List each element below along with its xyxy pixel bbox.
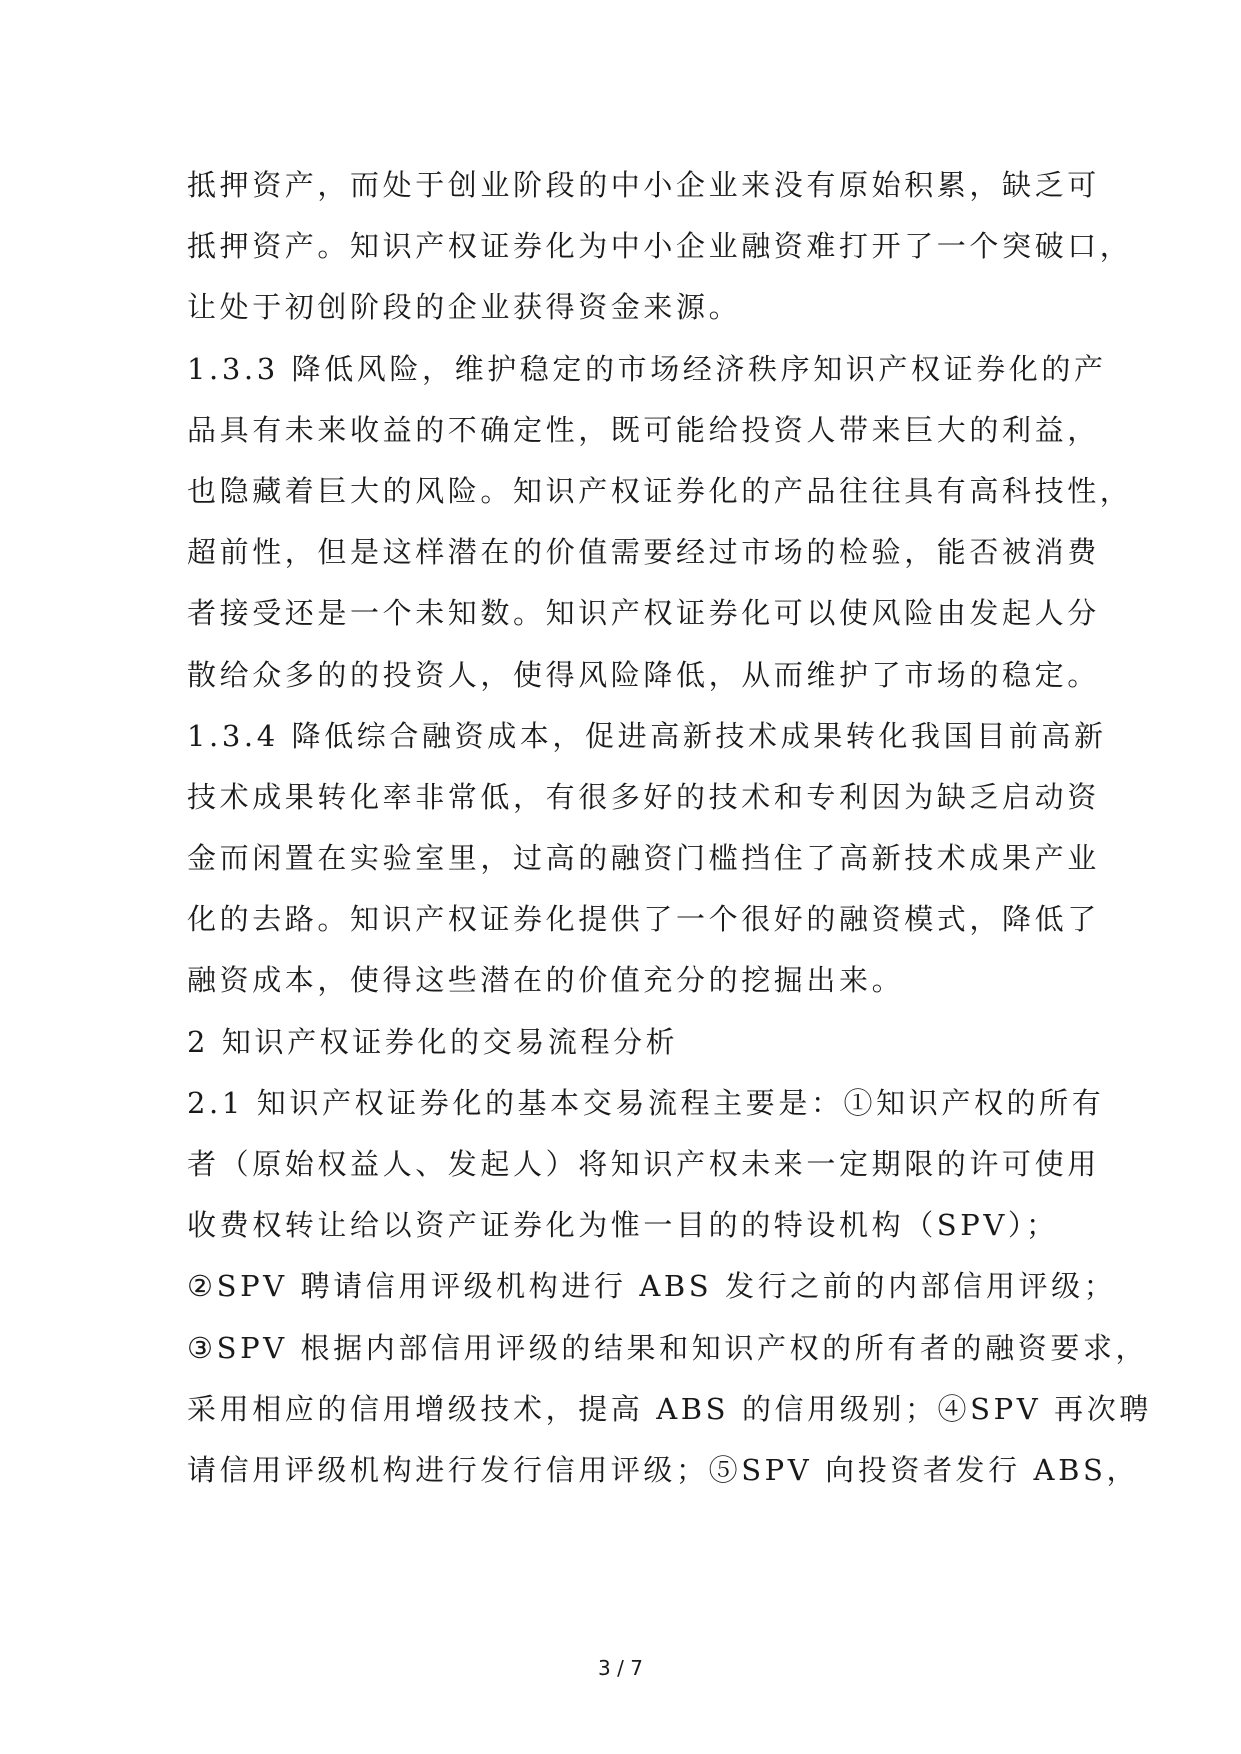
text-line-19: ②SPV 聘请信用评级机构进行 ABS 发行之前的内部信用评级；: [187, 1269, 1117, 1304]
section-heading-2: 2 知识产权证券化的交易流程分析: [187, 1024, 679, 1059]
text-line-18: 收费权转让给以资产证券化为惟一目的的特设机构（SPV）；: [187, 1208, 1059, 1243]
text-line-6: 也隐藏着巨大的风险。知识产权证券化的产品往往具有高科技性，: [187, 473, 1133, 508]
text-line-12: 金而闲置在实验室里，过高的融资门槛挡住了高新技术成果产业: [187, 841, 1100, 876]
text-line-20: ③SPV 根据内部信用评级的结果和知识产权的所有者的融资要求，: [187, 1330, 1149, 1365]
section-heading-2-1: 2.1 知识产权证券化的基本交易流程主要是：①知识产权的所有: [187, 1085, 1105, 1120]
section-heading-1-3-3: 1.3.3 降低风险，维护稳定的市场经济秩序知识产权证券化的产: [187, 351, 1107, 386]
text-line-3: 让处于初创阶段的企业获得资金来源。: [187, 290, 742, 325]
text-line-21: 采用相应的信用增级技术，提高 ABS 的信用级别；④SPV 再次聘: [187, 1391, 1152, 1426]
section-heading-1-3-4: 1.3.4 降低综合融资成本，促进高新技术成果转化我国目前高新: [187, 718, 1107, 753]
page-number: 3 / 7: [598, 1656, 643, 1680]
text-line-2: 抵押资产。知识产权证券化为中小企业融资难打开了一个突破口，: [187, 229, 1133, 264]
text-line-11: 技术成果转化率非常低，有很多好的技术和专利因为缺乏启动资: [187, 779, 1100, 814]
text-line-5: 品具有未来收益的不确定性，既可能给投资人带来巨大的利益，: [187, 412, 1100, 447]
body-text: [187, 155, 1152, 1501]
text-line-9: 散给众多的的投资人，使得风险降低，从而维护了市场的稳定。: [187, 657, 1100, 692]
text-line-14: 融资成本，使得这些潜在的价值充分的挖掘出来。: [187, 963, 905, 998]
text-line-13: 化的去路。知识产权证券化提供了一个很好的融资模式，降低了: [187, 902, 1100, 937]
text-line-8: 者接受还是一个未知数。知识产权证券化可以使风险由发起人分: [187, 596, 1100, 631]
text-line-22: 请信用评级机构进行发行信用评级；⑤SPV 向投资者发行 ABS，: [187, 1452, 1140, 1487]
text-line-1: 抵押资产，而处于创业阶段的中小企业来没有原始积累，缺乏可: [187, 168, 1100, 202]
text-line-7: 超前性，但是这样潜在的价值需要经过市场的检验，能否被消费: [187, 535, 1100, 570]
text-line-17: 者（原始权益人、发起人）将知识产权未来一定期限的许可使用: [187, 1147, 1100, 1181]
